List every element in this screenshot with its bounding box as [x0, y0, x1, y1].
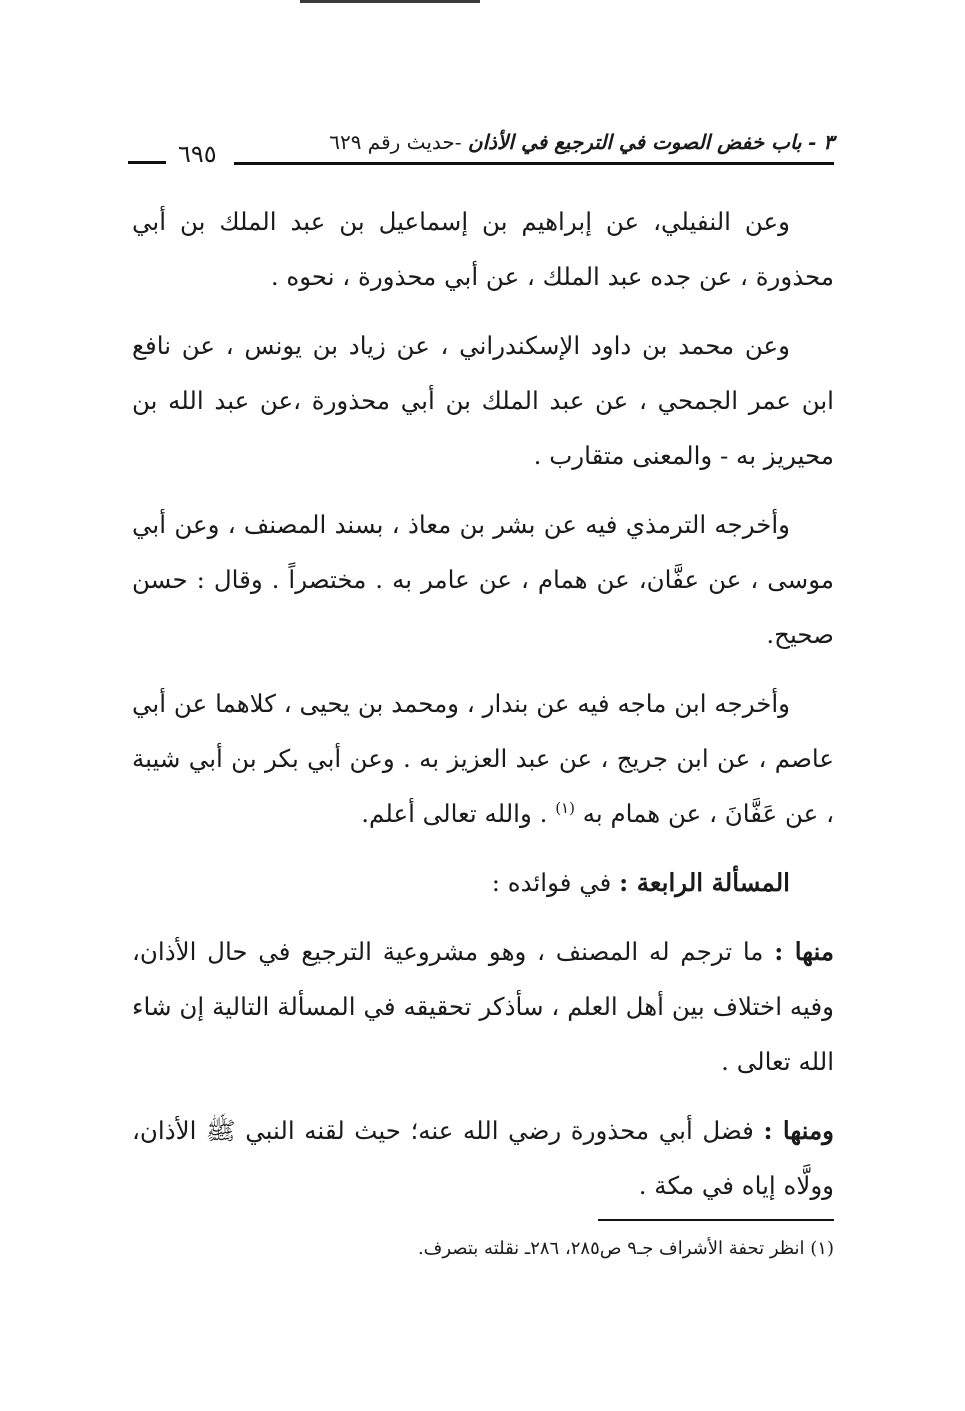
footnote-reference[interactable]: (١): [555, 798, 575, 817]
benefit-one-label: منها :: [774, 937, 834, 966]
benefit-two-text: فضل أبي محذورة رضي الله عنه؛ حيث لقنه النبي ﷺ الأذان، وولَّاه إياه في مكة .: [132, 1116, 834, 1200]
benefit-two: [132, 1103, 834, 1213]
chapter-title: باب خفض الصوت في الترجيع في الأذان: [467, 130, 802, 154]
benefit-one: [132, 924, 834, 1089]
chapter-number: ٣ -: [807, 130, 834, 154]
scan-top-mark: [300, 0, 480, 3]
page-number: ٦٩٥: [178, 140, 217, 168]
ibn-majah-text: وأخرجه ابن ماجه فيه عن بندار ، ومحمد بن يحيى ، كلاهما عن أبي عاصم ، عن ابن جريج ، عن عبد العزيز به . وعن أبي بكر بن أبي شيبة ، عن عَفَّانَ ، عن همام به: [132, 689, 834, 828]
footnote-text: انظر تحفة الأشراف جـ٩ ص٢٨٥، ٢٨٦ـ نقلته بتصرف.: [417, 1238, 805, 1259]
footnote-rule: [598, 1219, 834, 1221]
benefit-one-text: ما ترجم له المصنف ، وهو مشروعية الترجيع في حال الأذان، وفيه اختلاف بين أهل العلم ، سأذكر تحقيقه في المسألة التالية إن شاء الله تعالى .: [132, 937, 834, 1076]
paragraph-tirmidhi: وأخرجه الترمذي فيه عن بشر بن معاذ ، بسند المصنف ، وعن أبي موسى ، عن عفَّان، عن همام ، عن عامر به . مختصراً . وقال : حسن صحيح.: [132, 510, 834, 649]
hadith-reference: -حديث رقم ٦٢٩: [329, 130, 462, 154]
ibn-majah-closing: . والله تعالى أعلم.: [361, 799, 548, 828]
footnote: [418, 1234, 834, 1264]
footnote-marker: (١): [810, 1238, 834, 1259]
paragraph-nufayli: وعن النفيلي، عن إبراهيم بن إسماعيل بن عبد الملك بن أبي محذورة ، عن جده عبد الملك ، عن أبي محذورة ، نحوه .: [132, 207, 834, 291]
page-body: [132, 194, 834, 1227]
issue-four-heading: [132, 855, 834, 910]
benefit-two-label: ومنها :: [763, 1116, 834, 1145]
issue-four-text: في فوائده :: [491, 868, 612, 897]
page-number-dash: [128, 161, 166, 164]
running-header: [128, 128, 834, 170]
header-rule: [234, 162, 834, 165]
paragraph-iskandarani: وعن محمد بن داود الإسكندراني ، عن زياد بن يونس ، عن نافع ابن عمر الجمحي ، عن عبد الملك بن أبي محذورة ،عن عبد الله بن محيريز به - والمعنى متقارب .: [132, 331, 834, 470]
header-title: [329, 128, 834, 156]
issue-four-label: المسألة الرابعة :: [619, 868, 790, 897]
paragraph-ibn-majah: [132, 676, 834, 841]
